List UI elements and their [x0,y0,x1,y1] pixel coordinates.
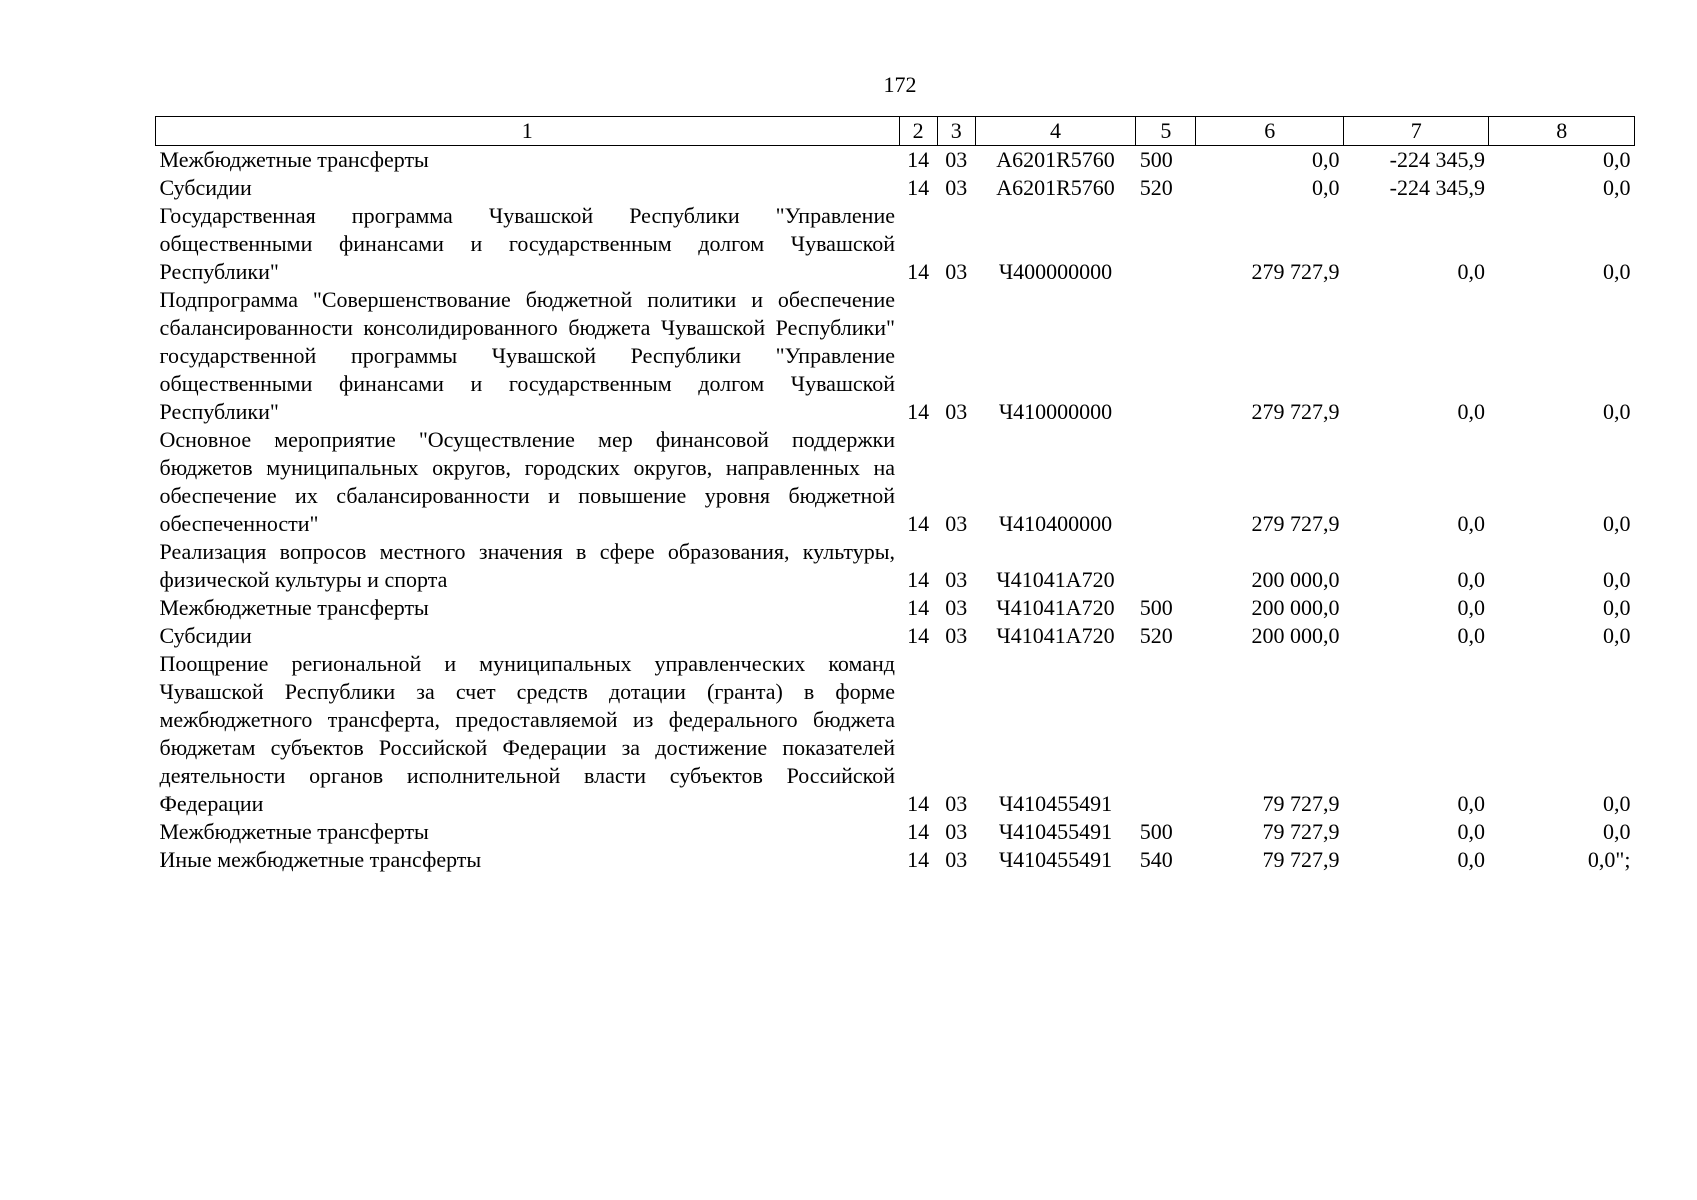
row-subsection: 03 [945,791,968,816]
row-amount-6: 0,0 [1311,175,1340,200]
row-name: Межбюджетные трансферты [159,147,429,172]
row-subsection: 03 [945,623,968,648]
row-amount-7: 0,0 [1457,511,1485,536]
row-name: Поощрение региональной и муниципальных управленческих команд Чувашской Республики за счет средств дотации (гранта) в форме межбюджетного трансферта, предоставляемой из федерального бюджета бюджетам субъектов Российской Федерации за достижение показателей деятельности органов исполнительной власти субъектов Российской Федерации [159,651,895,816]
header-col-5: 5 [1136,117,1196,146]
row-name: Межбюджетные трансферты [159,819,429,844]
row-target-code: А6201R5760 [996,147,1115,172]
row-subsection: 03 [945,819,968,844]
table-row [156,538,1635,594]
row-amount-8: 0,0"; [1587,847,1631,872]
row-subsection: 03 [945,595,968,620]
header-col-1: 1 [156,117,900,146]
row-target-code: Ч41041А720 [996,567,1115,592]
row-subsection: 03 [945,847,968,872]
row-amount-8: 0,0 [1603,791,1631,816]
row-target-code: Ч410000000 [998,399,1113,424]
row-subsection: 03 [945,259,968,284]
row-target-code: Ч41041А720 [996,595,1115,620]
row-section: 14 [907,259,930,284]
row-amount-6: 79 727,9 [1262,791,1340,816]
row-target-code: Ч41041А720 [996,623,1115,648]
row-amount-8: 0,0 [1603,259,1631,284]
table-row [156,426,1635,538]
row-amount-6: 200 000,0 [1251,595,1340,620]
row-amount-8: 0,0 [1603,567,1631,592]
row-amount-7: 0,0 [1457,623,1485,648]
row-section: 14 [907,147,930,172]
row-amount-8: 0,0 [1603,511,1631,536]
row-section: 14 [907,175,930,200]
row-amount-7: 0,0 [1457,847,1485,872]
row-expense-type: 520 [1139,175,1173,200]
table-row [156,846,1635,874]
header-col-2: 2 [899,117,937,146]
row-amount-7: -224 345,9 [1389,175,1485,200]
header-col-4: 4 [975,117,1136,146]
row-amount-6: 279 727,9 [1251,259,1340,284]
row-name: Межбюджетные трансферты [159,595,429,620]
table-row [156,286,1635,426]
row-amount-6: 279 727,9 [1251,511,1340,536]
table-row [156,650,1635,818]
row-name: Иные межбюджетные трансферты [159,847,482,872]
row-amount-7: 0,0 [1457,259,1485,284]
row-name: Основное мероприятие "Осуществление мер финансовой поддержки бюджетов муниципальных округов, городских округов, направленных на обеспечение их сбалансированности и повышение уровня бюджетной обеспеченности" [159,427,895,536]
row-amount-6: 79 727,9 [1262,819,1340,844]
row-amount-8: 0,0 [1603,175,1631,200]
table-row [156,594,1635,622]
row-section: 14 [907,623,930,648]
row-section: 14 [907,847,930,872]
row-expense-type: 500 [1139,147,1173,172]
row-expense-type: 520 [1139,623,1173,648]
row-amount-7: -224 345,9 [1389,147,1485,172]
row-amount-8: 0,0 [1603,147,1631,172]
row-section: 14 [907,399,930,424]
row-subsection: 03 [945,511,968,536]
row-target-code: Ч410455491 [998,847,1113,872]
table-header [156,117,1635,146]
row-subsection: 03 [945,147,968,172]
header-col-6: 6 [1196,117,1343,146]
row-amount-7: 0,0 [1457,567,1485,592]
row-target-code: Ч410400000 [998,511,1113,536]
row-amount-7: 0,0 [1457,595,1485,620]
row-name: Субсидии [159,175,252,200]
row-amount-8: 0,0 [1603,623,1631,648]
row-section: 14 [907,595,930,620]
row-subsection: 03 [945,175,968,200]
row-expense-type: 540 [1139,847,1173,872]
row-expense-type [1136,202,1196,286]
table-row [156,202,1635,286]
row-expense-type [1136,538,1196,594]
row-expense-type [1136,650,1196,818]
header-col-3: 3 [937,117,975,146]
budget-table [155,116,1635,874]
row-amount-8: 0,0 [1603,399,1631,424]
table-row [156,174,1635,202]
row-subsection: 03 [945,567,968,592]
row-section: 14 [907,819,930,844]
row-target-code: Ч410455491 [998,791,1113,816]
row-amount-7: 0,0 [1457,791,1485,816]
row-amount-7: 0,0 [1457,399,1485,424]
table-row [156,146,1635,175]
row-section: 14 [907,511,930,536]
row-amount-6: 279 727,9 [1251,399,1340,424]
row-amount-6: 200 000,0 [1251,567,1340,592]
row-amount-6: 79 727,9 [1262,847,1340,872]
header-col-8: 8 [1489,117,1635,146]
row-name: Реализация вопросов местного значения в сфере образования, культуры, физической культуры и спорта [159,539,895,592]
row-expense-type: 500 [1139,819,1173,844]
row-amount-7: 0,0 [1457,819,1485,844]
row-name: Подпрограмма "Совершенствование бюджетной политики и обеспечение сбалансированности консолидированного бюджета Чувашской Республики" государственной программы Чувашской Республики "Управление общественными финансами и государственным долгом Чувашской Республики" [159,287,895,424]
row-amount-8: 0,0 [1603,819,1631,844]
row-expense-type: 500 [1139,595,1173,620]
page-number: 172 [883,72,917,97]
header-row [156,117,1635,146]
row-target-code: А6201R5760 [996,175,1115,200]
table-body [156,146,1635,875]
row-amount-8: 0,0 [1603,595,1631,620]
row-name: Государственная программа Чувашской Республики "Управление общественными финансами и государственным долгом Чувашской Республики" [159,203,895,284]
row-target-code: Ч400000000 [998,259,1113,284]
row-section: 14 [907,567,930,592]
header-col-7: 7 [1343,117,1488,146]
row-amount-6: 200 000,0 [1251,623,1340,648]
table-row [156,818,1635,846]
row-target-code: Ч410455491 [998,819,1113,844]
row-name: Субсидии [159,623,252,648]
row-section: 14 [907,791,930,816]
row-expense-type [1136,426,1196,538]
row-expense-type [1136,286,1196,426]
row-amount-6: 0,0 [1311,147,1340,172]
table-row [156,622,1635,650]
row-subsection: 03 [945,399,968,424]
